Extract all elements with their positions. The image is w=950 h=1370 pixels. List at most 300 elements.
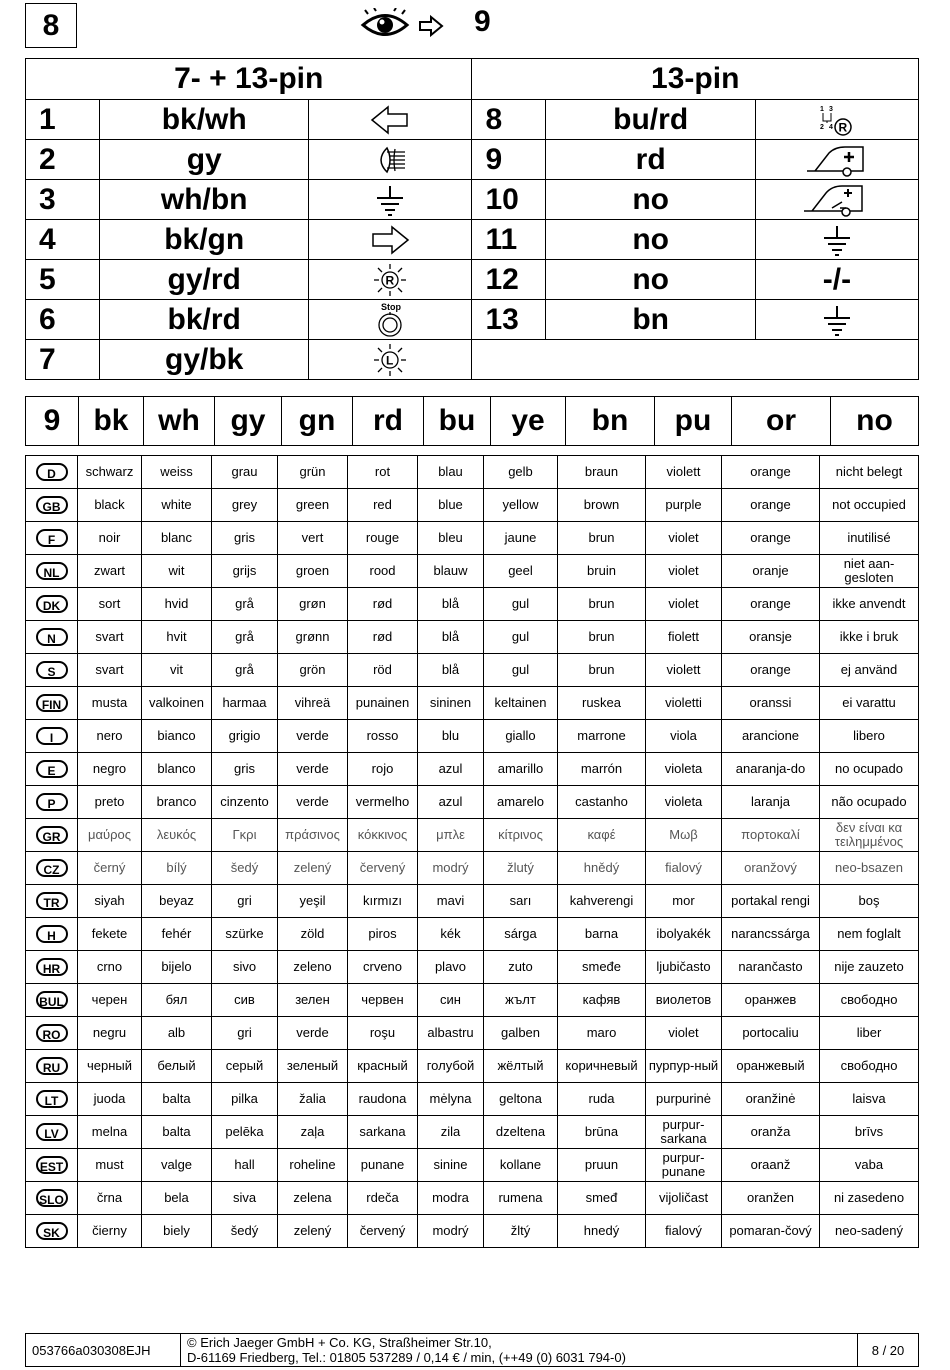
language-row xyxy=(26,456,919,489)
color-translation-cell: коричневый xyxy=(558,1050,646,1083)
color-translation-cell: kollane xyxy=(484,1149,558,1182)
color-translation-cell: sort xyxy=(78,588,142,621)
pin-number: 5 xyxy=(26,260,100,300)
pin-color: no xyxy=(546,260,755,300)
color-translation-cell: zila xyxy=(418,1116,484,1149)
reverse-letter: R xyxy=(838,120,848,134)
pin-left-title: 7- + 13-pin xyxy=(26,59,472,100)
color-translation-cell: anaranja-do xyxy=(722,753,820,786)
color-header-cell: rd xyxy=(353,397,424,446)
color-translation-cell: πορτοκαλί xyxy=(722,819,820,852)
color-translation-cell: žalia xyxy=(278,1083,348,1116)
color-translation-cell: brun xyxy=(558,588,646,621)
color-translation-cell: ruskea xyxy=(558,687,646,720)
color-translation-cell: branco xyxy=(142,786,212,819)
color-translation-cell: valkoinen xyxy=(142,687,212,720)
color-translation-cell: red xyxy=(348,489,418,522)
color-translation-cell: πράσινος xyxy=(278,819,348,852)
stop-label: Stop xyxy=(381,301,402,312)
pin-color: no xyxy=(546,220,755,260)
color-translation-cell: azul xyxy=(418,753,484,786)
country-code-badge: N xyxy=(36,628,68,646)
reverse-letter: R xyxy=(385,273,395,287)
gear-number: 2 xyxy=(819,123,824,131)
color-translation-cell: κίτρινος xyxy=(484,819,558,852)
color-translation-cell: liber xyxy=(820,1017,919,1050)
color-translation-cell: juoda xyxy=(78,1083,142,1116)
color-translation-cell: narančasto xyxy=(722,951,820,984)
arrow-right-icon xyxy=(418,14,444,38)
ground-icon xyxy=(821,224,853,256)
color-translation-cell: neo-sadený xyxy=(820,1215,919,1248)
color-translation-cell: purpur-sarkana xyxy=(646,1116,722,1149)
color-translation-cell: schwarz xyxy=(78,456,142,489)
color-translation-cell: бял xyxy=(142,984,212,1017)
pin-number: 4 xyxy=(26,220,100,260)
color-translation-cell: noir xyxy=(78,522,142,555)
caravan-switched-plus-icon xyxy=(802,182,872,218)
color-translation-cell: roheline xyxy=(278,1149,348,1182)
color-translation-cell: negru xyxy=(78,1017,142,1050)
empty-cell xyxy=(472,340,919,380)
color-translation-cell: blue xyxy=(418,489,484,522)
language-row xyxy=(26,588,919,621)
color-translation-cell: zelený xyxy=(278,852,348,885)
color-translation-cell: viola xyxy=(646,720,722,753)
color-translation-cell: grøn xyxy=(278,588,348,621)
color-translation-cell: crno xyxy=(78,951,142,984)
language-row xyxy=(26,522,919,555)
language-row xyxy=(26,1083,919,1116)
color-translation-cell: зелен xyxy=(278,984,348,1017)
company-address-line1: © Erich Jaeger GmbH + Co. KG, Straßheimer Str.10, xyxy=(187,1335,492,1350)
page-of-total: 8 / 20 xyxy=(858,1334,919,1367)
color-translation-cell: oranža xyxy=(722,1116,820,1149)
color-translation-cell: purpurinė xyxy=(646,1083,722,1116)
language-row xyxy=(26,1182,919,1215)
color-translation-cell: violet xyxy=(646,1017,722,1050)
color-translation-cell: verde xyxy=(278,786,348,819)
color-translation-cell: inutilisé xyxy=(820,522,919,555)
color-translation-cell: szürke xyxy=(212,918,278,951)
pin-number: 3 xyxy=(26,180,100,220)
color-translation-cell: vaba xyxy=(820,1149,919,1182)
color-translation-cell: rot xyxy=(348,456,418,489)
color-translation-cell: μπλε xyxy=(418,819,484,852)
language-row xyxy=(26,753,919,786)
color-translation-cell: amarelo xyxy=(484,786,558,819)
color-translation-cell: fiolett xyxy=(646,621,722,654)
pin-color: bn xyxy=(546,300,755,340)
color-translation-cell: rosso xyxy=(348,720,418,753)
color-translation-cell: ei varattu xyxy=(820,687,919,720)
next-page-number: 9 xyxy=(474,5,491,38)
pin-color: wh/bn xyxy=(100,180,309,220)
country-code-badge: NL xyxy=(36,562,68,580)
color-translation-cell: violet xyxy=(646,522,722,555)
color-translation-cell: laranja xyxy=(722,786,820,819)
color-translation-cell: žlutý xyxy=(484,852,558,885)
color-translation-cell: punane xyxy=(348,1149,418,1182)
color-translation-cell: син xyxy=(418,984,484,1017)
language-row xyxy=(26,555,919,588)
color-translation-cell: sarkana xyxy=(348,1116,418,1149)
color-translation-cell: violet xyxy=(646,555,722,588)
color-translation-cell: violet xyxy=(646,588,722,621)
country-code-badge: CZ xyxy=(36,859,68,877)
color-translation-cell: серый xyxy=(212,1050,278,1083)
color-translation-cell: oranssi xyxy=(722,687,820,720)
color-translation-cell: grijs xyxy=(212,555,278,588)
color-translation-cell: oraanž xyxy=(722,1149,820,1182)
color-translation-cell: oranžový xyxy=(722,852,820,885)
gear-number: 1 xyxy=(819,105,824,113)
color-header-cell: 9 xyxy=(26,397,79,446)
color-translation-cell: hnedý xyxy=(558,1215,646,1248)
color-translation-cell: gris xyxy=(212,522,278,555)
color-translation-cell: oransje xyxy=(722,621,820,654)
color-header-cell: or xyxy=(732,397,831,446)
color-translation-cell: gul xyxy=(484,588,558,621)
color-translation-cell: bruin xyxy=(558,555,646,588)
color-translation-cell: fialový xyxy=(646,852,722,885)
color-header-cell: wh xyxy=(144,397,215,446)
country-code-badge: LV xyxy=(36,1123,68,1141)
color-translation-cell: červený xyxy=(348,1215,418,1248)
color-translation-cell: kırmızı xyxy=(348,885,418,918)
color-translation-cell: boş xyxy=(820,885,919,918)
color-translation-cell: not occupied xyxy=(820,489,919,522)
color-translation-cell: bílý xyxy=(142,852,212,885)
color-translation-cell: punainen xyxy=(348,687,418,720)
country-code-badge: RU xyxy=(36,1057,68,1075)
color-translation-cell: modrý xyxy=(418,852,484,885)
language-row xyxy=(26,654,919,687)
color-translation-cell: сив xyxy=(212,984,278,1017)
color-translation-cell: verde xyxy=(278,753,348,786)
color-translation-cell: blanco xyxy=(142,753,212,786)
color-translation-cell: negro xyxy=(78,753,142,786)
color-translation-cell: pelēka xyxy=(212,1116,278,1149)
color-translation-cell: braun xyxy=(558,456,646,489)
color-translation-cell: azul xyxy=(418,786,484,819)
country-code-badge: HR xyxy=(36,958,68,976)
color-translation-cell: ikke i bruk xyxy=(820,621,919,654)
color-translation-cell: nije zauzeto xyxy=(820,951,919,984)
color-translation-cell: geltona xyxy=(484,1083,558,1116)
color-translation-cell: ljubičasto xyxy=(646,951,722,984)
color-translation-cell: свободно xyxy=(820,984,919,1017)
color-translation-cell: bijelo xyxy=(142,951,212,984)
pin-number: 13 xyxy=(472,300,546,340)
pin-number: 2 xyxy=(26,140,100,180)
color-translation-cell: keltainen xyxy=(484,687,558,720)
color-translation-cell: hnědý xyxy=(558,852,646,885)
color-translation-cell: kahverengi xyxy=(558,885,646,918)
color-translation-cell: свободно xyxy=(820,1050,919,1083)
color-translation-cell: purpur-punane xyxy=(646,1149,722,1182)
color-header-cell: pu xyxy=(655,397,732,446)
color-translation-cell: geel xyxy=(484,555,558,588)
country-code-badge: FIN xyxy=(36,694,68,712)
color-translation-cell: rdeča xyxy=(348,1182,418,1215)
color-translation-cell: smeđe xyxy=(558,951,646,984)
color-header-cell: no xyxy=(831,397,919,446)
pin-number: 9 xyxy=(472,140,546,180)
color-translation-cell: pomaran-čový xyxy=(722,1215,820,1248)
color-translation-cell: grå xyxy=(212,621,278,654)
page-number: 8 xyxy=(25,3,77,48)
color-translation-cell: gris xyxy=(212,753,278,786)
color-translation-table xyxy=(25,455,919,1248)
color-translation-cell: vert xyxy=(278,522,348,555)
pin-number: 1 xyxy=(26,100,100,140)
color-translation-cell: кафяв xyxy=(558,984,646,1017)
country-code-badge: E xyxy=(36,760,68,778)
color-translation-cell: barna xyxy=(558,918,646,951)
color-translation-cell: zuto xyxy=(484,951,558,984)
color-translation-cell: weiss xyxy=(142,456,212,489)
color-translation-cell: violeta xyxy=(646,753,722,786)
color-translation-cell: zaļa xyxy=(278,1116,348,1149)
color-translation-cell: nem foglalt xyxy=(820,918,919,951)
color-translation-cell: blauw xyxy=(418,555,484,588)
color-translation-cell: ikke anvendt xyxy=(820,588,919,621)
color-translation-cell: svart xyxy=(78,654,142,687)
color-translation-cell: λευκός xyxy=(142,819,212,852)
color-translation-cell: violetti xyxy=(646,687,722,720)
country-code-badge: H xyxy=(36,925,68,943)
color-translation-cell: rouge xyxy=(348,522,418,555)
color-translation-cell: blå xyxy=(418,654,484,687)
color-translation-cell: hvit xyxy=(142,621,212,654)
color-translation-cell: brīvs xyxy=(820,1116,919,1149)
footer xyxy=(25,1333,919,1367)
color-translation-cell: hvid xyxy=(142,588,212,621)
language-row xyxy=(26,1116,919,1149)
color-translation-cell: castanho xyxy=(558,786,646,819)
color-translation-cell: пурпур-ный xyxy=(646,1050,722,1083)
color-translation-cell: crveno xyxy=(348,951,418,984)
color-translation-cell: mėlyna xyxy=(418,1083,484,1116)
language-row xyxy=(26,1050,919,1083)
color-translation-cell: balta xyxy=(142,1083,212,1116)
pin-number: 8 xyxy=(472,100,546,140)
color-translation-cell: жълт xyxy=(484,984,558,1017)
color-translation-cell: orange xyxy=(722,522,820,555)
ground-icon xyxy=(374,184,406,216)
pin-row xyxy=(26,100,919,140)
color-translation-cell: gri xyxy=(212,1017,278,1050)
stop-light-icon xyxy=(373,302,407,338)
color-translation-cell: libero xyxy=(820,720,919,753)
color-translation-cell: červený xyxy=(348,852,418,885)
color-translation-cell: svart xyxy=(78,621,142,654)
language-row xyxy=(26,621,919,654)
color-translation-cell: κόκκινος xyxy=(348,819,418,852)
color-translation-cell: green xyxy=(278,489,348,522)
pin-color: bu/rd xyxy=(546,100,755,140)
color-translation-cell: brun xyxy=(558,654,646,687)
country-code-badge: D xyxy=(36,463,68,481)
color-translation-cell: orange xyxy=(722,489,820,522)
color-translation-cell: sárga xyxy=(484,918,558,951)
color-header-cell: bn xyxy=(566,397,655,446)
country-code-badge: RO xyxy=(36,1024,68,1042)
color-translation-cell: blå xyxy=(418,621,484,654)
color-translation-cell: ruda xyxy=(558,1083,646,1116)
pin-right-title: 13-pin xyxy=(472,59,919,100)
color-code-header xyxy=(25,396,919,446)
color-translation-cell: oranžen xyxy=(722,1182,820,1215)
color-translation-cell: orange xyxy=(722,654,820,687)
color-translation-cell: portocaliu xyxy=(722,1017,820,1050)
color-translation-cell: rood xyxy=(348,555,418,588)
color-translation-cell: portakal rengi xyxy=(722,885,820,918)
pin-color: bk/rd xyxy=(100,300,309,340)
color-translation-cell: gri xyxy=(212,885,278,918)
color-translation-cell: violett xyxy=(646,456,722,489)
color-translation-cell: violeta xyxy=(646,786,722,819)
color-translation-cell: jaune xyxy=(484,522,558,555)
color-translation-cell: must xyxy=(78,1149,142,1182)
color-header-cell: gn xyxy=(282,397,353,446)
color-translation-cell: giallo xyxy=(484,720,558,753)
color-translation-cell: виолетов xyxy=(646,984,722,1017)
color-translation-cell: plavo xyxy=(418,951,484,984)
color-translation-cell: mavi xyxy=(418,885,484,918)
color-header-cell: gy xyxy=(215,397,282,446)
color-translation-cell: orange xyxy=(722,588,820,621)
color-translation-cell: yellow xyxy=(484,489,558,522)
color-translation-cell: violett xyxy=(646,654,722,687)
language-row xyxy=(26,720,919,753)
document-code: 053766a030308EJH xyxy=(26,1334,181,1367)
pin-number: 6 xyxy=(26,300,100,340)
language-row xyxy=(26,1017,919,1050)
color-translation-cell: vihreä xyxy=(278,687,348,720)
tail-letter: L xyxy=(386,353,394,367)
country-code-badge: EST xyxy=(36,1156,68,1174)
color-translation-cell: não ocupado xyxy=(820,786,919,819)
color-translation-cell: fekete xyxy=(78,918,142,951)
country-code-badge: P xyxy=(36,793,68,811)
color-translation-cell: Μωβ xyxy=(646,819,722,852)
color-translation-cell: gul xyxy=(484,621,558,654)
color-translation-cell: gul xyxy=(484,654,558,687)
country-code-badge: LT xyxy=(36,1090,68,1108)
color-translation-cell: brown xyxy=(558,489,646,522)
color-translation-cell: verde xyxy=(278,1017,348,1050)
color-translation-cell: zelena xyxy=(278,1182,348,1215)
color-translation-cell: brun xyxy=(558,621,646,654)
color-translation-cell: grønn xyxy=(278,621,348,654)
color-translation-cell: rumena xyxy=(484,1182,558,1215)
color-header-cell: bk xyxy=(79,397,144,446)
pin-row xyxy=(26,220,919,260)
color-translation-cell: no ocupado xyxy=(820,753,919,786)
color-translation-cell: sivo xyxy=(212,951,278,984)
pin-number: 7 xyxy=(26,340,100,380)
color-translation-cell: καφέ xyxy=(558,819,646,852)
caravan-plus-icon xyxy=(805,143,869,177)
color-translation-cell: albastru xyxy=(418,1017,484,1050)
country-code-badge: SK xyxy=(36,1222,68,1240)
color-translation-cell: cinzento xyxy=(212,786,278,819)
country-code-badge: DK xyxy=(36,595,68,613)
pin-row xyxy=(26,140,919,180)
country-code-badge: I xyxy=(36,727,68,745)
color-translation-cell: zöld xyxy=(278,918,348,951)
color-header-cell: bu xyxy=(424,397,491,446)
color-translation-cell: vermelho xyxy=(348,786,418,819)
color-translation-cell: белый xyxy=(142,1050,212,1083)
pin-color: gy xyxy=(100,140,309,180)
language-row xyxy=(26,786,919,819)
pin-number: 11 xyxy=(472,220,546,260)
color-translation-cell: μαύρος xyxy=(78,819,142,852)
color-translation-cell: blanc xyxy=(142,522,212,555)
color-translation-cell: siva xyxy=(212,1182,278,1215)
color-translation-cell: sarı xyxy=(484,885,558,918)
country-code-badge: GB xyxy=(36,496,68,514)
color-translation-cell: bela xyxy=(142,1182,212,1215)
color-translation-cell: roşu xyxy=(348,1017,418,1050)
pin-row xyxy=(26,180,919,220)
color-translation-cell: grå xyxy=(212,588,278,621)
pin-color: rd xyxy=(546,140,755,180)
tail-light-icon xyxy=(373,343,407,377)
color-translation-cell: preto xyxy=(78,786,142,819)
color-translation-cell: blå xyxy=(418,588,484,621)
color-translation-cell: yeşil xyxy=(278,885,348,918)
color-translation-cell: musta xyxy=(78,687,142,720)
color-translation-cell: черен xyxy=(78,984,142,1017)
color-translation-cell: grön xyxy=(278,654,348,687)
pin-assignment-table xyxy=(25,58,919,380)
color-header-cell: ye xyxy=(491,397,566,446)
color-translation-cell: šedý xyxy=(212,852,278,885)
color-translation-cell: čierny xyxy=(78,1215,142,1248)
color-translation-cell: brun xyxy=(558,522,646,555)
color-translation-cell: röd xyxy=(348,654,418,687)
color-translation-cell: fehér xyxy=(142,918,212,951)
color-translation-cell: črna xyxy=(78,1182,142,1215)
color-translation-cell: hall xyxy=(212,1149,278,1182)
color-translation-cell: oranžinė xyxy=(722,1083,820,1116)
color-translation-cell: marrón xyxy=(558,753,646,786)
color-translation-cell: brūna xyxy=(558,1116,646,1149)
color-translation-cell: balta xyxy=(142,1116,212,1149)
color-translation-cell: grå xyxy=(212,654,278,687)
color-translation-cell: оранжев xyxy=(722,984,820,1017)
country-code-badge: SLO xyxy=(36,1189,68,1207)
reverse-gear-icon xyxy=(817,103,857,137)
pin-color: gy/rd xyxy=(100,260,309,300)
language-row xyxy=(26,489,919,522)
pin-color: gy/bk xyxy=(100,340,309,380)
color-translation-cell: beyaz xyxy=(142,885,212,918)
company-address-line2: D-61169 Friedberg, Tel.: 01805 537289 / 0,14 € / min, (++49 (0) 6031 794-0) xyxy=(187,1350,626,1365)
color-translation-cell: bleu xyxy=(418,522,484,555)
color-translation-cell: Γκρι xyxy=(212,819,278,852)
language-row xyxy=(26,687,919,720)
pin-row xyxy=(26,300,919,340)
language-row xyxy=(26,852,919,885)
color-translation-cell: smeđ xyxy=(558,1182,646,1215)
color-translation-cell: ibolyakék xyxy=(646,918,722,951)
color-translation-cell: maro xyxy=(558,1017,646,1050)
